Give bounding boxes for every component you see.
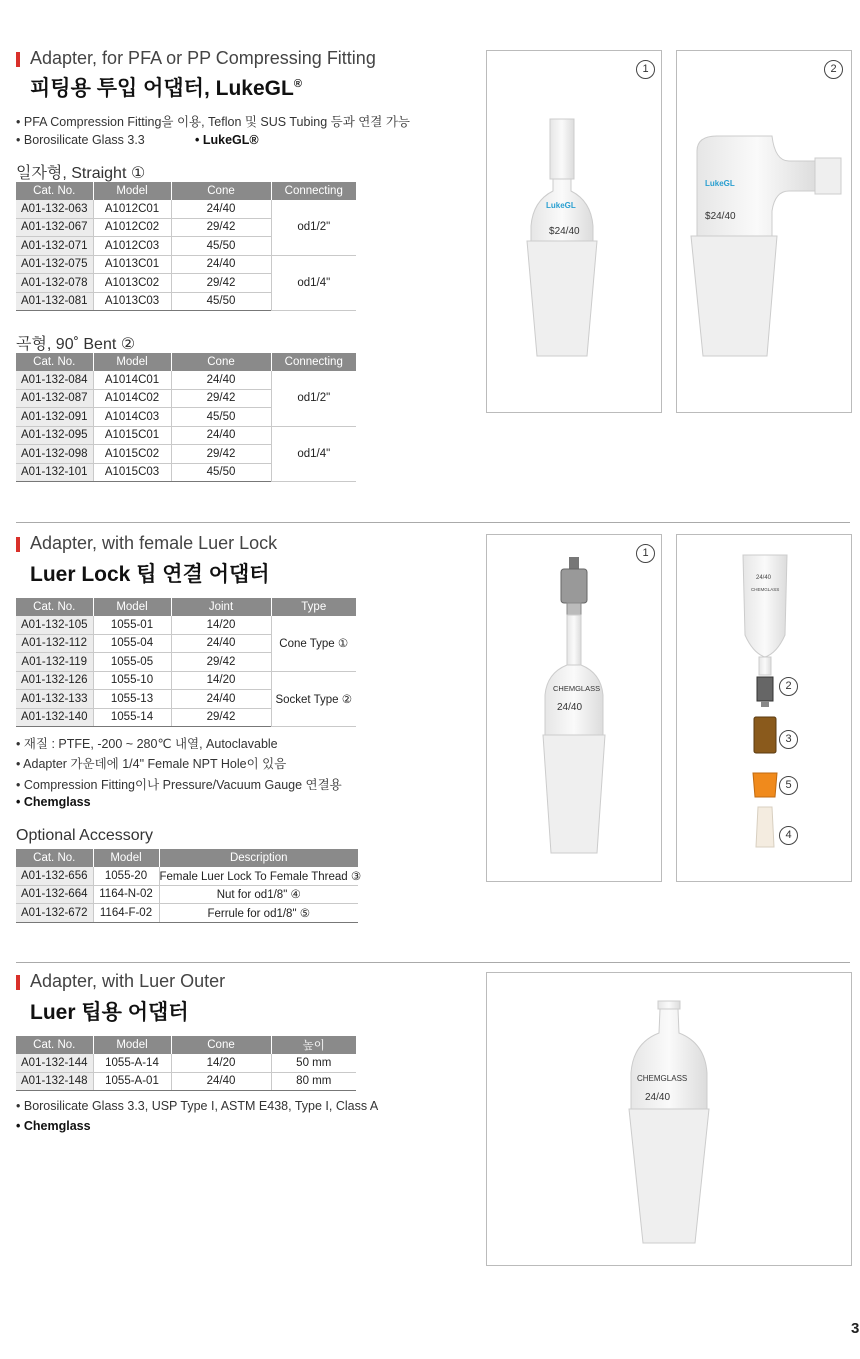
bullet: • Borosilicate Glass 3.3 (16, 133, 145, 147)
callout-1: 1 (636, 60, 655, 79)
product-image-luer-socket (676, 534, 852, 882)
bullet: • 재질 : PTFE, -200 ~ 280℃ 내열, Autoclavable (16, 737, 278, 751)
cone: 45/50 (171, 408, 271, 427)
table-row (16, 1072, 356, 1091)
callout-3: 3 (779, 730, 798, 749)
cat-no: A01-132-067 (16, 218, 93, 237)
connecting: od1/2" (271, 371, 356, 426)
cat-no: A01-132-075 (16, 255, 93, 274)
section-divider (16, 962, 850, 963)
section-marker (16, 975, 20, 990)
cone: 24/40 (171, 200, 271, 218)
cat-no: A01-132-098 (16, 445, 93, 464)
table-row (16, 616, 356, 634)
joint: 14/20 (171, 616, 271, 634)
col-header: Cone (171, 1036, 271, 1054)
table-row (16, 200, 356, 218)
cat-no: A01-132-087 (16, 389, 93, 408)
connecting: od1/2" (271, 200, 356, 255)
col-header: Cat. No. (16, 849, 93, 867)
type: Cone Type ① (271, 616, 356, 671)
model: 1055-10 (93, 671, 171, 690)
model: A1015C02 (93, 445, 171, 464)
col-header: Model (93, 598, 171, 616)
brand-label: CHEMGLASS (751, 587, 780, 592)
cat-no: A01-132-672 (16, 904, 93, 923)
model: A1013C02 (93, 274, 171, 293)
bullet-brand: • LukeGL® (195, 133, 259, 147)
cat-no: A01-132-084 (16, 371, 93, 389)
connecting: od1/4" (271, 426, 356, 482)
model: A1014C03 (93, 408, 171, 427)
joint: 24/40 (171, 690, 271, 709)
bent-adapter-illustration (677, 51, 851, 412)
callout-5: 5 (779, 776, 798, 795)
section1-title-en: Adapter, for PFA or PP Compressing Fitting (30, 48, 376, 68)
section2-title-en: Adapter, with female Luer Lock (30, 533, 278, 553)
luer-lock-table (16, 598, 356, 727)
straight-adapter-illustration (487, 51, 661, 412)
cat-no: A01-132-148 (16, 1072, 93, 1091)
cat-no: A01-132-126 (16, 671, 93, 690)
cat-no: A01-132-133 (16, 690, 93, 709)
bent-heading: 곡형, 90˚ Bent ② (16, 336, 136, 353)
callout-2: 2 (779, 677, 798, 696)
model: A1013C03 (93, 292, 171, 311)
cat-no: A01-132-140 (16, 708, 93, 727)
joint-label: 24/40 (557, 702, 583, 713)
joint-label: $24/40 (549, 226, 580, 237)
cat-no: A01-132-105 (16, 616, 93, 634)
table-header-row (16, 1036, 356, 1054)
description: Ferrule for od1/8" ⑤ (159, 904, 358, 923)
col-header: Model (93, 182, 171, 200)
bullet: • Adapter 가운데에 1/4" Female NPT Hole이 있음 (16, 757, 287, 771)
table-row (16, 904, 358, 923)
col-header: Model (93, 1036, 171, 1054)
col-header: Connecting (271, 182, 356, 200)
brand-label: CHEMGLASS (553, 684, 601, 693)
bullet-brand: • Chemglass (16, 795, 91, 809)
cat-no: A01-132-071 (16, 237, 93, 256)
section3-title-ko: Luer 팁용 어댑터 (30, 1001, 189, 1024)
table-header-row (16, 182, 356, 200)
model: A1012C03 (93, 237, 171, 256)
col-header: Cat. No. (16, 182, 93, 200)
type: Socket Type ② (271, 671, 356, 727)
straight-table (16, 182, 356, 311)
description: Female Luer Lock To Female Thread ③ (159, 867, 358, 885)
product-image-luer-cone (486, 534, 662, 882)
model: 1164-N-02 (93, 885, 159, 904)
cat-no: A01-132-144 (16, 1054, 93, 1072)
model: 1055-01 (93, 616, 171, 634)
cat-no: A01-132-095 (16, 426, 93, 445)
col-header: Connecting (271, 353, 356, 371)
joint: 29/42 (171, 653, 271, 672)
height: 50 mm (271, 1054, 356, 1072)
table-row (16, 1054, 356, 1072)
cone: 29/42 (171, 389, 271, 408)
joint-label: 24/40 (756, 575, 772, 581)
cat-no: A01-132-078 (16, 274, 93, 293)
model: 1055-14 (93, 708, 171, 727)
brand-label: LukeGL (546, 201, 576, 210)
col-header: Joint (171, 598, 271, 616)
accessory-heading: Optional Accessory (16, 827, 153, 844)
cat-no: A01-132-656 (16, 867, 93, 885)
col-header: Cat. No. (16, 598, 93, 616)
accessory-table (16, 849, 362, 923)
table-header-row (16, 598, 356, 616)
height: 80 mm (271, 1072, 356, 1091)
bullet: • PFA Compression Fitting을 이용, Teflon 및 SUS Tubing 등과 연결 가능 (16, 115, 411, 129)
table-header-row (16, 849, 358, 867)
table-row (16, 867, 358, 885)
cat-no: A01-132-664 (16, 885, 93, 904)
luer-cone-adapter-illustration (487, 535, 661, 881)
cat-no: A01-132-091 (16, 408, 93, 427)
col-header: Cone (171, 182, 271, 200)
cat-no: A01-132-112 (16, 634, 93, 653)
cone: 45/50 (171, 292, 271, 311)
luer-outer-adapter-illustration (487, 973, 851, 1265)
callout-1: 1 (636, 544, 655, 563)
brand-label: LukeGL (705, 179, 735, 188)
description: Nut for od1/8" ④ (159, 885, 358, 904)
col-header: Cone (171, 353, 271, 371)
section-marker (16, 52, 20, 67)
joint-label: 24/40 (645, 1092, 671, 1103)
luer-socket-adapter-illustration (677, 535, 851, 881)
cone: 45/50 (171, 463, 271, 482)
col-header: Type (271, 598, 356, 616)
cat-no: A01-132-063 (16, 200, 93, 218)
cat-no: A01-132-101 (16, 463, 93, 482)
cone: 45/50 (171, 237, 271, 256)
section1-title-ko: 피팅용 투입 어댑터, LukeGL® (30, 77, 302, 100)
model: A1012C02 (93, 218, 171, 237)
joint: 24/40 (171, 634, 271, 653)
bent-table (16, 353, 356, 482)
model: 1055-13 (93, 690, 171, 709)
connecting: od1/4" (271, 255, 356, 311)
model: A1012C01 (93, 200, 171, 218)
model: A1013C01 (93, 255, 171, 274)
col-header: 높이 (271, 1036, 356, 1054)
cone: 24/40 (171, 1072, 271, 1091)
cone: 29/42 (171, 274, 271, 293)
callout-2: 2 (824, 60, 843, 79)
cone: 24/40 (171, 426, 271, 445)
luer-outer-table (16, 1036, 356, 1091)
joint-label: $24/40 (705, 211, 736, 222)
cone: 29/42 (171, 445, 271, 464)
table-row (16, 371, 356, 389)
section-divider (16, 522, 850, 523)
cat-no: A01-132-081 (16, 292, 93, 311)
model: 1055-20 (93, 867, 159, 885)
model: 1055-A-01 (93, 1072, 171, 1091)
product-image-bent (676, 50, 852, 413)
table-row (16, 426, 356, 445)
model: A1015C03 (93, 463, 171, 482)
straight-heading: 일자형, Straight ① (16, 165, 146, 182)
joint: 29/42 (171, 708, 271, 727)
model: 1055-A-14 (93, 1054, 171, 1072)
section3-title-en: Adapter, with Luer Outer (30, 971, 226, 991)
col-header: Description (159, 849, 358, 867)
table-row (16, 885, 358, 904)
brand-label: CHEMGLASS (637, 1074, 688, 1083)
col-header: Model (93, 849, 159, 867)
model: 1055-05 (93, 653, 171, 672)
product-image-straight (486, 50, 662, 413)
col-header: Model (93, 353, 171, 371)
page-number: 3 (851, 1320, 860, 1337)
table-row (16, 255, 356, 274)
cone: 14/20 (171, 1054, 271, 1072)
section2-title-ko: Luer Lock 팁 연결 어댑터 (30, 563, 270, 586)
product-image-luer-outer (486, 972, 852, 1266)
bullet: • Compression Fitting이나 Pressure/Vacuum Gauge 연결용 (16, 778, 342, 792)
table-row (16, 671, 356, 690)
model: A1015C01 (93, 426, 171, 445)
model: A1014C02 (93, 389, 171, 408)
cat-no: A01-132-119 (16, 653, 93, 672)
joint: 14/20 (171, 671, 271, 690)
cone: 24/40 (171, 255, 271, 274)
bullet-brand: • Chemglass (16, 1119, 91, 1133)
cone: 24/40 (171, 371, 271, 389)
table-header-row (16, 353, 356, 371)
col-header: Cat. No. (16, 353, 93, 371)
model: 1164-F-02 (93, 904, 159, 923)
cone: 29/42 (171, 218, 271, 237)
col-header: Cat. No. (16, 1036, 93, 1054)
callout-4: 4 (779, 826, 798, 845)
section-marker (16, 537, 20, 552)
model: 1055-04 (93, 634, 171, 653)
model: A1014C01 (93, 371, 171, 389)
bullet: • Borosilicate Glass 3.3, USP Type I, ASTM E438, Type I, Class A (16, 1099, 379, 1113)
